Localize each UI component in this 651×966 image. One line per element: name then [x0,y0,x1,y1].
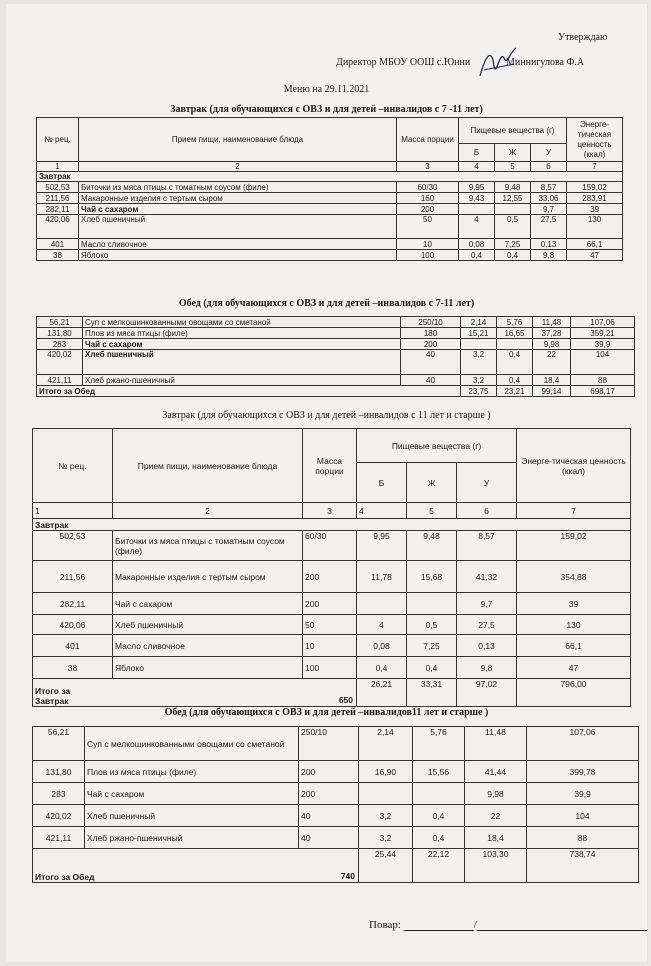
subheader: Завтрак [37,172,623,182]
total-label: Итого за Обед [37,386,461,397]
menu-date: Меню на 29.11.2021 [283,84,370,95]
table-row: 56,21 Суп с мелкошинкованными овощами со сметаной 250/10 2,14 5,76 11,48 107,06 [37,317,635,328]
col-num-header: № рец. [33,429,113,503]
table-row: 401 Масло сливочное 10 0,08 7,25 0,13 66,1 [33,635,631,657]
table-row: 282,11 Чай с сахаром 200 9,7 39 [33,593,631,615]
total-row: Итого за Обед 23,75 23,21 99,14 698,17 [37,386,635,397]
director-name: Миннигулова Ф.А [506,57,585,68]
total-label: Итого за Обед [35,872,95,882]
table-breakfast-11-plus [32,428,631,707]
section-title-lunch-7-11: Обед (для обучающихся с ОВЗ и для детей –инвалидов с 7-11 лет) [178,298,475,309]
col-dish-header: Прием пищи, наименование блюда [79,118,397,162]
table-row: 421,11 Хлеб ржано-пшеничный 40 3,2 0,4 18,4 88 [33,827,639,849]
col-b-header: Б [459,144,495,162]
total-label: Итого за Завтрак [35,686,71,706]
index-row: 1 2 3 4 5 6 7 [33,503,631,519]
total-mass: 740 [340,871,355,881]
col-nutrients-header: Пищевые вещества (г) [459,118,567,144]
table-row: 131,80 Плов из мяса птицы (филе) 200 16,90 15,56 41,44 399,78 [33,761,639,783]
director-label: Директор МБОУ ООШ с.Юнни [336,57,471,68]
cook-signature-line: Повар: / [369,919,647,931]
table-row: 283 Чай с сахаром 200 9,98 39,9 [37,339,635,350]
col-mass-header: Масса порции [303,429,357,503]
table-lunch-11-plus [32,726,639,883]
table-row: 421,11 Хлеб ржано-пшеничный 40 3,2 0,4 18,4 88 [37,375,635,386]
col-zh-header: Ж [495,144,531,162]
table-row: 56,21 Суп с мелкошинкованными овощами со сметаной 250/10 2,14 5,76 11,48 107,06 [33,727,639,761]
table-row: 420,06 Хлеб пшеничный 50 4 0,5 27,5 130 [37,215,623,239]
table-row: 38 Яблоко 100 0,4 0,4 9,8 47 [33,657,631,679]
table-row: 502,53 Биточки из мяса птицы с томатным соусом (филе) 60/30 9,95 9,48 8,57 159,02 [33,531,631,561]
index-row: 1 2 3 4 5 6 7 [37,162,623,172]
col-energy-header: Энерге-тическая ценность (ккал) [517,429,631,503]
col-zh-header: Ж [407,463,457,503]
approve-label: Утверждаю [558,32,608,43]
table-row: 420,02 Хлеб пшеничный 40 3,2 0,4 22 104 [37,350,635,375]
col-dish-header: Прием пищи, наименование блюда [113,429,303,503]
table-row: 282,11 Чай с сахаром 200 9,7 39 [37,204,623,215]
table-row: 420,06 Хлеб пшеничный 50 4 0,5 27,5 130 [33,615,631,635]
col-u-header: У [531,144,567,162]
col-mass-header: Масса порции [397,118,459,162]
table-breakfast-7-11 [36,117,623,261]
table-row: 283 Чай с сахаром 200 9,98 39,9 [33,783,639,805]
col-energy-header: Энерге-тическая ценность (ккал) [567,118,623,162]
section-title-lunch-11-plus: Обед (для обучающихся с ОВЗ и для детей –инвалидов11 лет и старше ) [164,707,489,718]
col-b-header: Б [357,463,407,503]
table-row: 131,80 Плов из мяса птицы (филе) 180 15,21 16,65 37,28 359,21 [37,328,635,339]
document-page [6,4,647,962]
table-row: 502,53 Биточки из мяса птицы с томатным соусом (филе) 60/30 9,95 9,48 8,57 159,02 [37,182,623,193]
table-lunch-7-11 [36,316,635,397]
col-u-header: У [457,463,517,503]
table-row: 211,56 Макаронные изделия с тертым сыром 160 9,43 12,55 33,06 283,91 [37,193,623,204]
cook-signature-blank [404,920,474,931]
subheader: Завтрак [33,519,631,531]
table-row: 420,02 Хлеб пшеничный 40 3,2 0,4 22 104 [33,805,639,827]
total-mass: 650 [338,695,353,705]
table-row: 38 Яблоко 100 0,4 0,4 9,8 47 [37,250,623,261]
col-num-header: № рец. [37,118,79,162]
section-title-breakfast-7-11: Завтрак (для обучающихся с ОВЗ и для детей –инвалидов с 7 -11 лет) [170,104,483,115]
section-title-breakfast-11-plus: Завтрак (для обучающихся с ОВЗ и для детей –инвалидов с 11 лет и старше ) [162,410,491,421]
total-row: Итого за Обед 740 25,44 22,12 103,30 738,74 [33,849,639,883]
cook-label: Повар: [369,919,401,931]
col-nutrients-header: Пищевые вещества (г) [357,429,517,463]
total-row: Итого за Завтрак 650 26,21 33,31 97,02 796,00 [33,679,631,707]
table-row: 401 Масло сливочное 10 0,08 7,25 0,13 66,1 [37,239,623,250]
cook-name-blank [477,920,647,931]
table-row: 211,56 Макаронные изделия с тертым сыром 200 11,78 15,68 41,32 354,88 [33,561,631,593]
